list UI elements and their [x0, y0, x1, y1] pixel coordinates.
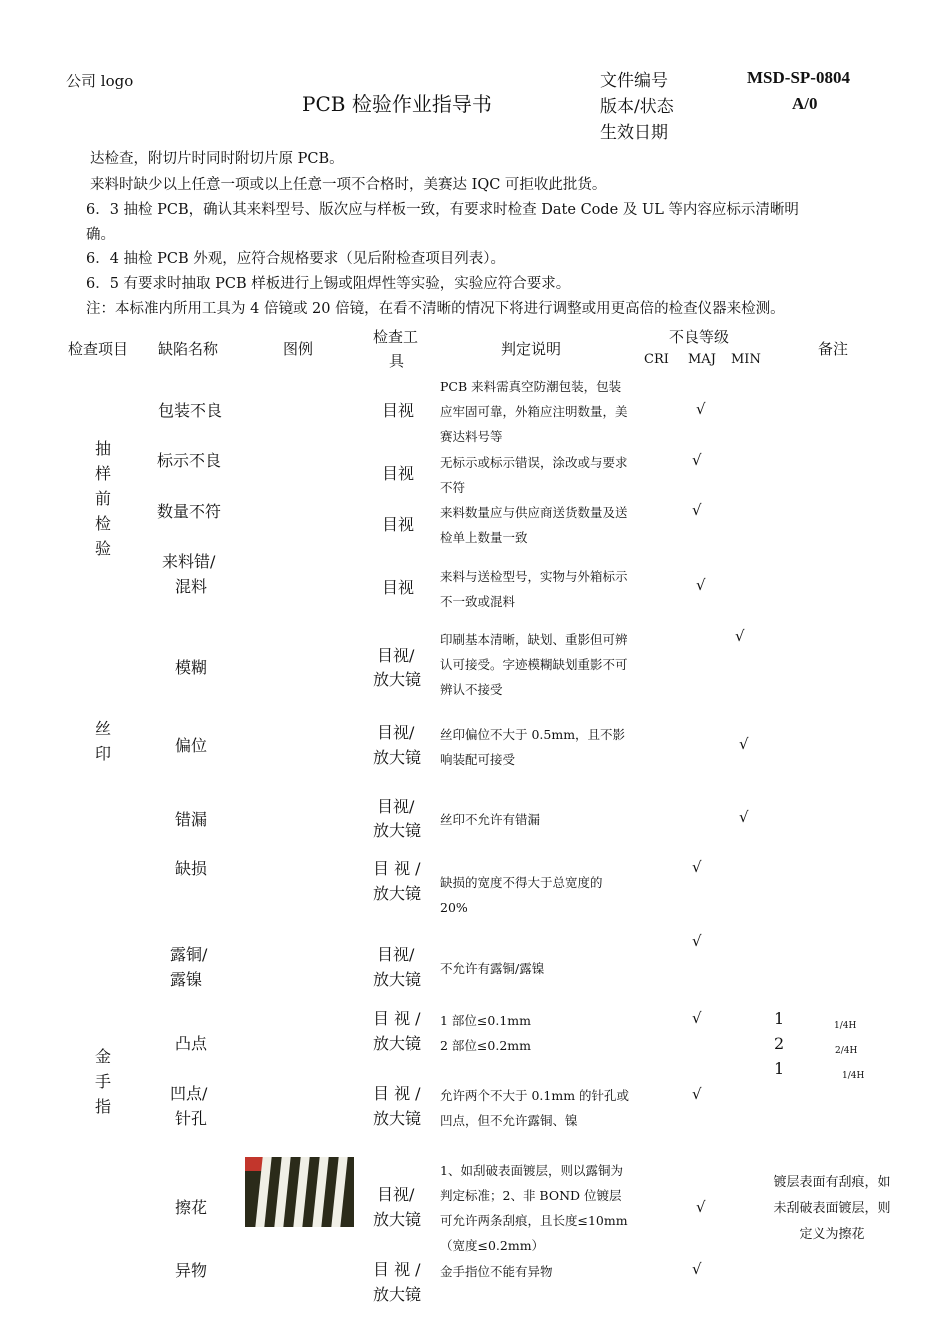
judge-damage: 缺损的宽度不得大于总宽度的 20% [440, 875, 603, 915]
defect-wrong-material-2: 混料 [175, 577, 208, 596]
tool-packaging: 目视 [382, 401, 415, 420]
mark-wrong-material: √ [696, 576, 706, 594]
tool-wrong-material: 目视 [382, 578, 415, 597]
tool-exposed-copper-1: 目视/ [377, 945, 415, 964]
judge-missing-print: 丝印不允许有错漏 [440, 812, 541, 827]
tool-pinhole-1: 目 视 / [373, 1084, 421, 1103]
document-title: PCB 检验作业指导书 [302, 92, 492, 116]
mark-foreign-matter: √ [692, 1260, 702, 1278]
header-tool-1: 检查工 [373, 328, 419, 346]
tool-pinhole-2: 放大镜 [373, 1109, 422, 1128]
header-min: MIN [731, 352, 761, 367]
tool-foreign-matter-2: 放大镜 [373, 1285, 422, 1304]
mark-quantity: √ [692, 501, 702, 519]
header-figure: 图例 [283, 340, 314, 358]
intro-line-5: 6．4 抽检 PCB 外观，应符合规格要求（见后附检查项目列表）。 [86, 251, 506, 267]
doc-number-value: MSD-SP-0804 [747, 68, 850, 87]
group-sampling: 抽样前检验 [94, 439, 111, 558]
defect-quantity: 数量不符 [157, 502, 222, 521]
scratch-example-photo [245, 1157, 354, 1227]
defect-offset: 偏位 [175, 736, 208, 755]
mark-missing-print: √ [739, 808, 749, 826]
tool-bump-2: 放大镜 [373, 1034, 422, 1053]
intro-line-4: 确。 [86, 227, 115, 243]
version-value: A/0 [792, 94, 818, 113]
tool-damage-2: 放大镜 [373, 884, 422, 903]
judge-scratch: 1、如刮破表面镀层，则以露铜为判定标准；2、非 BOND 位镀层可允许两条刮痕，且长度≤10mm（宽度≤0.2mm） [440, 1163, 628, 1253]
header-grade: 不良等级 [669, 328, 730, 346]
defect-wrong-material-1: 来料错/ [162, 552, 216, 571]
judge-offset: 丝印偏位不大于 0.5mm，且不影响装配可接受 [440, 727, 626, 767]
intro-line-2: 来料时缺少以上任意一项或以上任意一项不合格时，美赛达 IQC 可拒收此批货。 [90, 177, 607, 193]
intro-line-6: 6．5 有要求时抽取 PCB 样板进行上锡或阻焊性等实验，实验应符合要求。 [86, 276, 571, 292]
judge-wrong-material: 来料与送检型号，实物与外箱标示不一致或混料 [440, 569, 628, 609]
note-bump-num-2: 2 [774, 1034, 785, 1053]
note-scratch: 镀层表面有刮痕，如未刮破表面镀层，则定义为擦花 [773, 1175, 891, 1242]
mark-packaging: √ [696, 400, 706, 418]
judge-quantity: 来料数量应与供应商送货数量及送检单上数量一致 [440, 505, 628, 545]
tool-foreign-matter-1: 目 视 / [373, 1260, 421, 1279]
mark-offset: √ [739, 735, 749, 753]
tool-missing-print-1: 目视/ [377, 797, 415, 816]
tool-damage-1: 目 视 / [373, 859, 421, 878]
note-bump-num-3: 1 [774, 1059, 785, 1078]
header-judge: 判定说明 [501, 340, 562, 358]
defect-blurry: 模糊 [175, 658, 208, 677]
header-tool-2: 具 [389, 352, 405, 370]
tool-labeling: 目视 [382, 464, 415, 483]
intro-line-1: 达检查，附切片时同时附切片原 PCB。 [90, 151, 344, 167]
defect-pinhole-2: 针孔 [175, 1109, 208, 1128]
mark-damage: √ [692, 858, 702, 876]
version-label: 版本/状态 [600, 97, 674, 117]
tool-quantity: 目视 [382, 515, 415, 534]
group-gold: 金手指 [94, 1047, 111, 1116]
mark-pinhole: √ [692, 1085, 702, 1103]
defect-missing-print: 错漏 [175, 810, 208, 829]
defect-pinhole-1: 凹点/ [170, 1084, 208, 1103]
judge-bump-1: 1 部位≤0.1mm [440, 1013, 531, 1028]
defect-foreign-matter: 异物 [175, 1261, 208, 1280]
judge-pinhole: 允许两个不大于 0.1mm 的针孔或凹点，但不允许露铜、镍 [440, 1088, 630, 1128]
judge-exposed-copper: 不允许有露铜/露镍 [440, 961, 545, 976]
judge-bump-2: 2 部位≤0.2mm [440, 1038, 531, 1053]
group-silk: 丝印 [94, 719, 111, 763]
company-logo-text: 公司 logo [66, 72, 134, 90]
header-maj: MAJ [688, 352, 716, 367]
tool-missing-print-2: 放大镜 [373, 821, 422, 840]
tool-bump-1: 目 视 / [373, 1009, 421, 1028]
effective-date-label: 生效日期 [600, 123, 668, 143]
tool-offset-1: 目视/ [377, 723, 415, 742]
defect-bump: 凸点 [175, 1034, 208, 1053]
note-bump-ratio-3: 1/4H [842, 1071, 865, 1081]
note-bump-num-1: 1 [774, 1009, 785, 1028]
tool-scratch-1: 目视/ [377, 1185, 415, 1204]
tool-blurry-1: 目视/ [377, 646, 415, 665]
header-remark: 备注 [818, 340, 849, 358]
tool-exposed-copper-2: 放大镜 [373, 970, 422, 989]
judge-packaging: PCB 来料需真空防潮包装，包装应牢固可靠，外箱应注明数量，美赛达料号等 [440, 379, 628, 444]
judge-labeling: 无标示或标示错误，涂改或与要求不符 [440, 455, 628, 495]
defect-packaging: 包装不良 [158, 401, 223, 420]
header-item: 检查项目 [68, 340, 129, 358]
note-bump-ratio-1: 1/4H [834, 1021, 857, 1031]
mark-exposed-copper: √ [692, 932, 702, 950]
note-bump-ratio-2: 2/4H [835, 1046, 858, 1056]
defect-exposed-copper-1: 露铜/ [170, 945, 208, 964]
mark-scratch: √ [696, 1198, 706, 1216]
judge-foreign-matter: 金手指位不能有异物 [440, 1264, 553, 1279]
doc-number-label: 文件编号 [600, 71, 668, 91]
defect-labeling: 标示不良 [157, 451, 222, 470]
mark-blurry: √ [735, 627, 745, 645]
mark-bump: √ [692, 1009, 702, 1027]
intro-note: 注：本标准内所用工具为 4 倍镜或 20 倍镜，在看不清晰的情况下将进行调整或用更高倍的检查仪器来检测。 [86, 301, 785, 317]
intro-line-3: 6．3 抽检 PCB，确认其来料型号、版次应与样板一致，有要求时检查 Date Code 及 UL 等内容应标示清晰明 [86, 202, 799, 218]
defect-scratch: 擦花 [175, 1198, 208, 1217]
header-defect: 缺陷名称 [158, 340, 219, 358]
defect-damage: 缺损 [175, 859, 208, 878]
tool-blurry-2: 放大镜 [373, 670, 422, 689]
mark-labeling: √ [692, 451, 702, 469]
header-cri: CRI [644, 352, 669, 367]
defect-exposed-copper-2: 露镍 [170, 970, 203, 989]
tool-offset-2: 放大镜 [373, 748, 422, 767]
judge-blurry: 印刷基本清晰，缺划、重影但可辨认可接受。字迹模糊缺划重影不可辨认不接受 [440, 632, 628, 697]
tool-scratch-2: 放大镜 [373, 1210, 422, 1229]
